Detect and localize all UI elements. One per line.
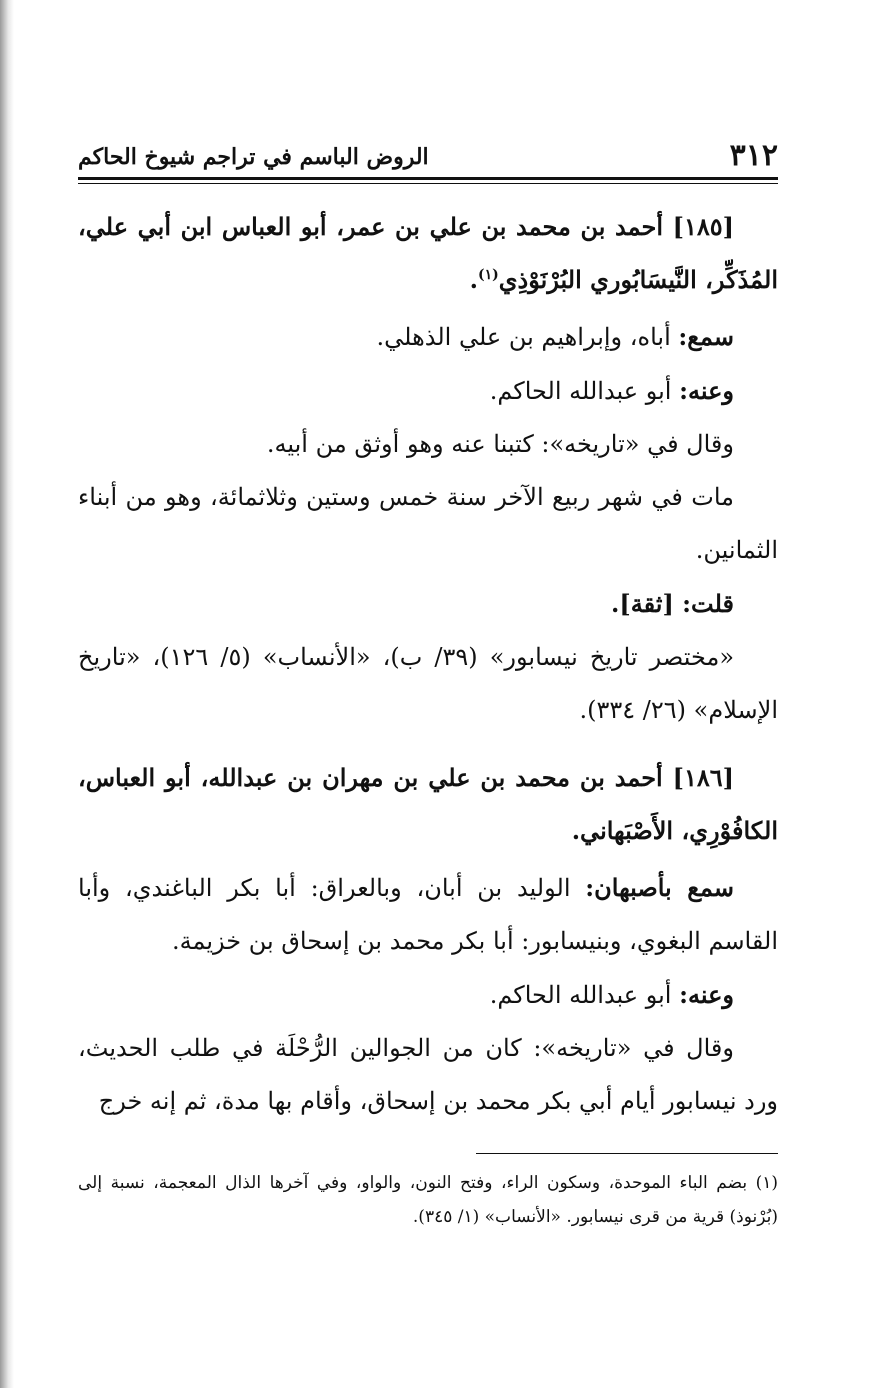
heard-from-line: سمع بأصبهان: الوليد بن أبان، وبالعراق: أبا بكر الباغندي، وأبا القاسم البغوي، وبنيسابور: أبا بكر محمد بن إسحاق بن خزيمة. — [78, 873, 778, 955]
page-number: ٣١٢ — [729, 138, 778, 173]
header-rule-thin — [78, 183, 778, 184]
history-quote: وقال في «تاريخه»: كان من الجوالين الرُّحْلَة في طلب الحديث، ورد نيسابور أيام أبي بكر محمد بن إسحاق، وأقام بها مدة، ثم إنه خرج — [78, 1034, 778, 1115]
footnote: (١) بضم الباء الموحدة، وسكون الراء، وفتح النون، والواو، وفي آخرها الذال المعجمة، نسبة إلى (بُرْنوذ) قرية من قرى نيسابور. «الأنساب» (١/ ٣٤٥). — [78, 1173, 778, 1227]
footnotes — [78, 1166, 778, 1234]
narrated-by-line: وعنه: أبو عبدالله الحاكم. — [489, 376, 734, 405]
sources-line: «مختصر تاريخ نيسابور» (٣٩/ ب)، «الأنساب» (٥/ ١٢٦)، «تاريخ الإسلام» (٢٦/ ٣٣٤). — [78, 643, 778, 724]
page-edge-shadow — [0, 0, 14, 1388]
narrated-by-line: وعنه: أبو عبدالله الحاكم. — [489, 980, 734, 1009]
footnote-separator — [476, 1153, 778, 1154]
verdict-line: قلت: [ثقة]. — [611, 589, 734, 618]
history-quote: وقال في «تاريخه»: كتبنا عنه وهو أوثق من أبيه. — [266, 430, 734, 458]
entry-title: [١٨٦] أحمد بن محمد بن علي بن مهران بن عبدالله، أبو العباس، الكافُوْرِي، الأَصْبَهاني. — [78, 763, 778, 845]
footnote-reference: (١) — [477, 267, 499, 283]
entry-spacer — [78, 737, 778, 751]
header-rule-thick — [78, 177, 778, 180]
running-title: الروض الباسم في تراجم شيوخ الحاكم — [78, 144, 429, 170]
main-text — [78, 200, 778, 1128]
heard-from-line: سمع: أباه، وإبراهيم بن علي الذهلي. — [376, 322, 734, 351]
death-note: مات في شهر ربيع الآخر سنة خمس وستين وثلاثمائة، وهو من أبناء الثمانين. — [78, 483, 778, 564]
page-header — [78, 136, 778, 176]
entry-title: [١٨٥] أحمد بن محمد بن علي بن عمر، أبو العباس ابن أبي علي، المُذَكِّر، النَّيسَابُوري البُرْنَوْذِي$^{(١)}$. — [78, 212, 778, 294]
